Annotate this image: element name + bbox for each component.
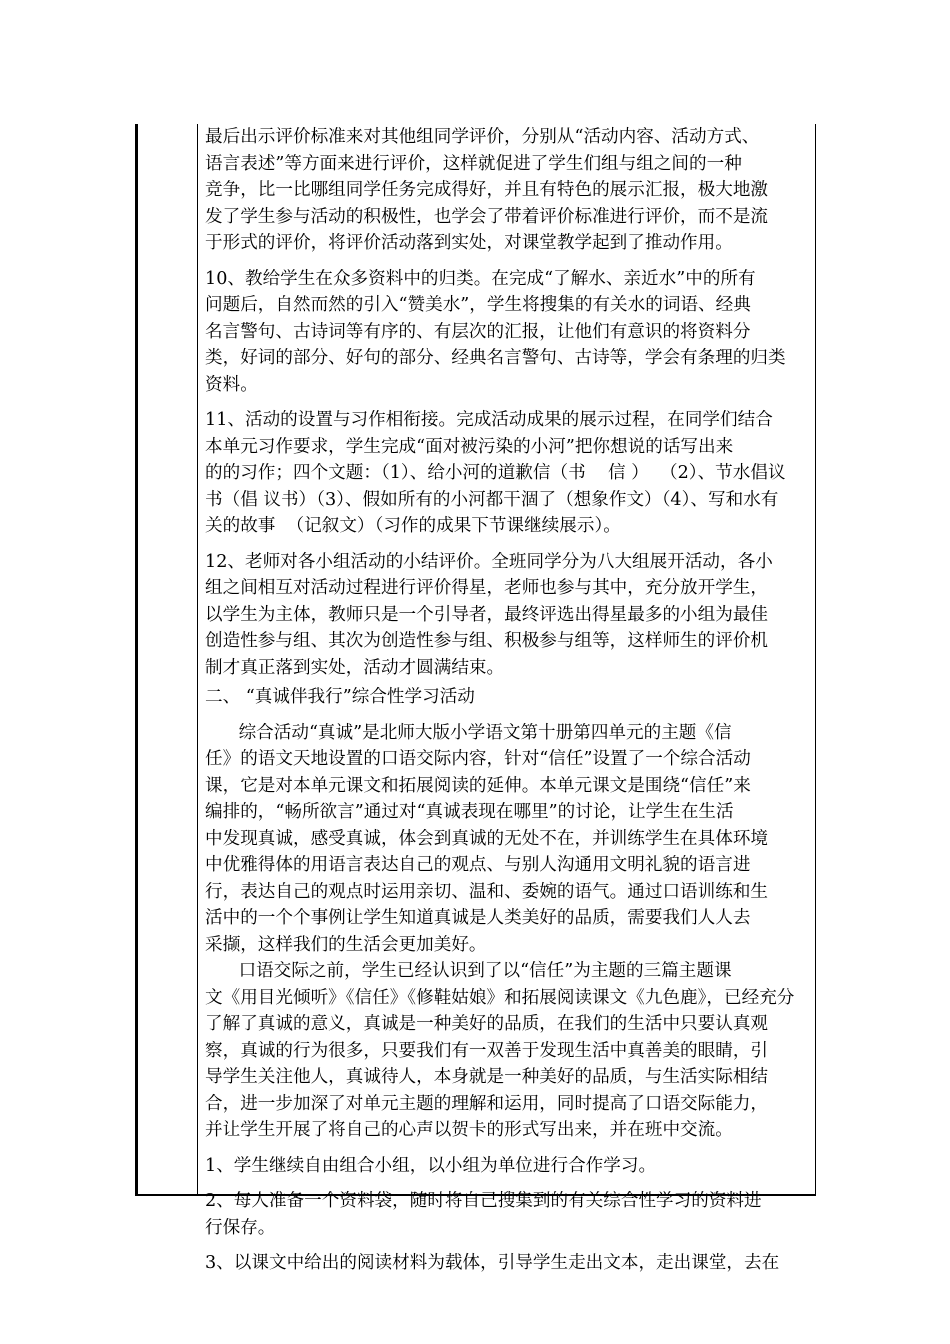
table-frame xyxy=(135,124,816,1273)
paragraph-step-2: 2、每人准备一个资料袋，随时将自己搜集到的有关综合性学习的资料进 行保存。 xyxy=(205,1191,762,1238)
paragraph-step-3: 3、以课文中给出的阅读材料为载体，引导学生走出文本，走出课堂，去在 xyxy=(205,1253,780,1273)
section-heading-2: 二、 “真诚伴我行”综合性学习活动 xyxy=(205,687,475,707)
table-left-column xyxy=(135,124,200,1194)
table-content-cell xyxy=(205,124,945,1277)
column-divider xyxy=(197,124,198,1196)
paragraph-evaluation: 最后出示评价标准来对其他组同学评价，分别从“活动内容、活动方式、 语言表述”等方面来进行评价，这样就促进了学生们组与组之间的一种 竞争，比一比哪组同学任务完成得好，并且有特色的展示汇报，极大地激 发了学生参与活动的积极性，也学会了带着评价标准进行评价，而不是流 于形式的评价，将评价活动落到实处，对课堂教学起到了推动作用。 xyxy=(205,127,769,253)
paragraph-step-1: 1、学生继续自由组合小组，以小组为单位进行合作学习。 xyxy=(205,1155,657,1176)
paragraph-section-intro: 综合活动“真诚”是北师大版小学语文第十册第四单元的主题《信 任》的语文天地设置的口语交际内容，针对“信任”设置了一个综合活动 课，它是对本单元课文和拓展阅读的延伸。本单元课文是围绕“信任”来 编排的，“畅所欲言”通过对“真诚表现在哪里”的讨论，让学生在生活 中发现真诚，感受真诚，体会到真诚的无处不在，并训练学生在具体环境 中优雅得体的用语言表达自己的观点、与别人沟通用文明礼貌的语言进 行，表达自己的观点时运用亲切、温和、委婉的语气。通过口语训练和生 活中的一个个事例让学生知道真诚是人类美好的品质，需要我们人人去 采撷，这样我们的生活会更加美好。 口语交际之前，学生已经认识到了以“信任”为主题的三篇主题课 文《用目光倾听》《信任》《修鞋姑娘》和拓展阅读课文《九色鹿》，已经充分 了解了真诚的意义，真诚是一种美好的品质，在我们的生活中只要认真观 察，真诚的行为很多，只要我们有一双善于发现生活中真善美的眼睛，引 导学生关注他人，真诚待人，本身就是一种美好的品质，与生活实际相结 合，进一步加深了对单元主题的理解和运用，同时提高了口语交际能力， 并让学生开展了将自己的心声以贺卡的形式写出来，并在班中交流。 xyxy=(205,722,795,1140)
paragraph-item-10: 10、教给学生在众多资料中的归类。在完成“了解水、亲近水”中的所有 问题后，自然而然的引入“赞美水”，学生将搜集的有关水的词语、经典 名言警句、古诗词等有序的、有层次的汇报，让他们有意识的将资料分 类，好词的部分、好句的部分、经典名言警句、古诗等，学会有条理的归类 资料。 xyxy=(205,268,786,395)
paragraph-item-11: 11、活动的设置与习作相衔接。完成活动成果的展示过程，在同学们结合 本单元习作要求，学生完成“面对被污染的小河”把你想说的话写出来 的的习作；四个文题：（1）、给小河的道歉信（书 信 ） （2）、节水倡议 书（倡 议书）（3）、假如所有的小河都干涸了（想象作文）（4）、写和水有 关的故事 （记叙文）（习作的成果下节课继续展示）。 xyxy=(205,410,786,536)
paragraph-item-12: 12、老师对各小组活动的小结评价。全班同学分为八大组展开活动，各小 组之间相互对活动过程进行评价得星，老师也参与其中，充分放开学生， 以学生为主体，教师只是一个引导者，最终评选出得星最多的小组为最佳 创造性参与组、其次为创造性参与组、积极参与组等，这样师生的评价机 制才真正落到实处，活动才圆满结束。 xyxy=(205,551,773,678)
